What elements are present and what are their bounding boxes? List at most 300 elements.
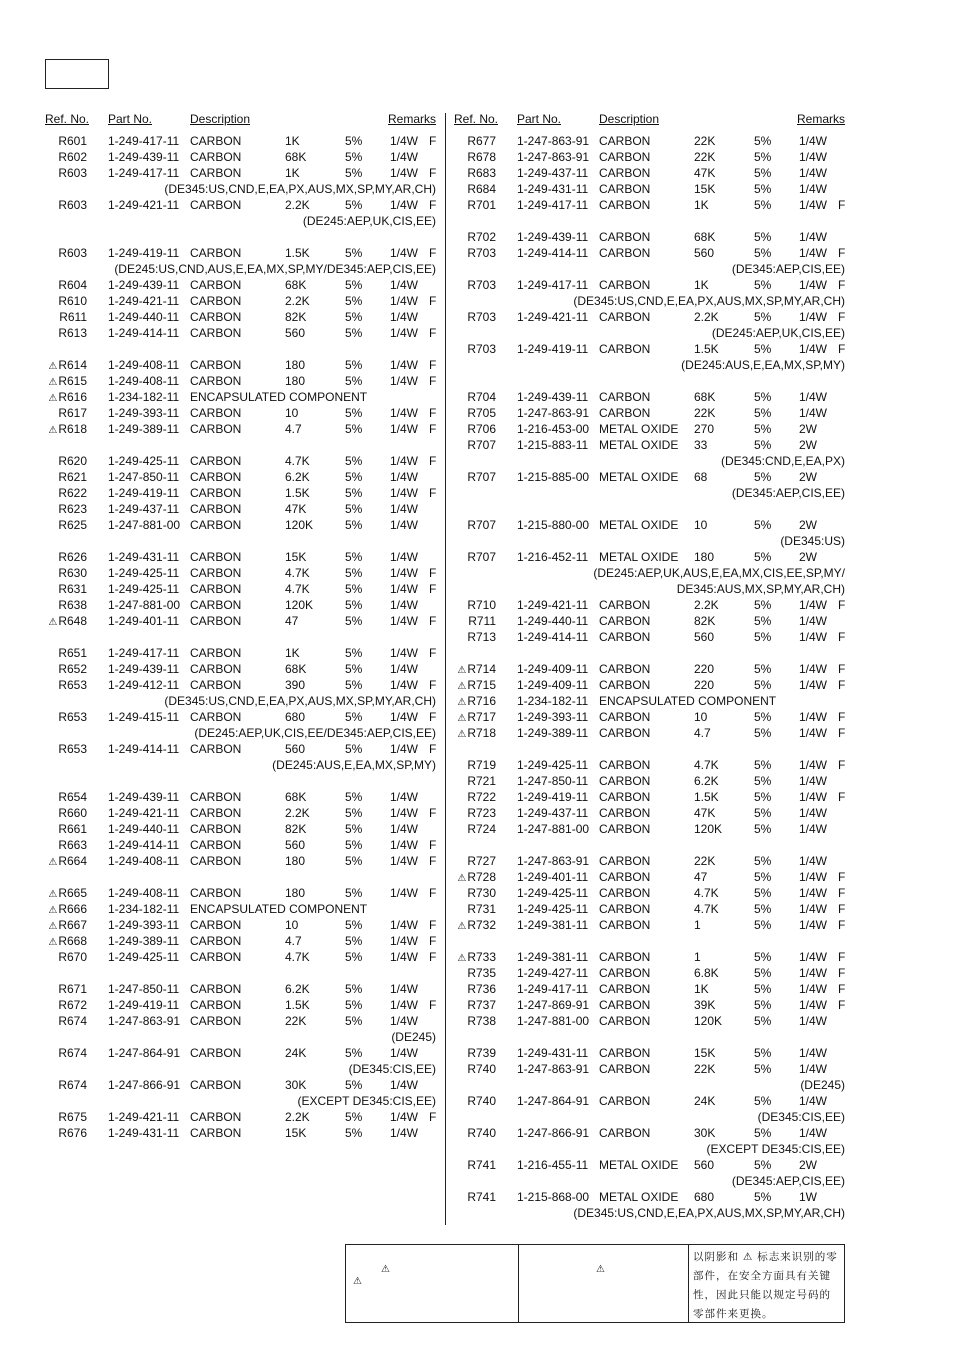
description: CARBON	[190, 838, 242, 852]
part-no: 1-249-439-11	[108, 278, 180, 292]
tolerance: 5%	[345, 310, 363, 324]
part-row	[454, 917, 846, 933]
part-no: 1-247-881-00	[108, 518, 181, 532]
part-row	[45, 277, 437, 293]
description: CARBON	[599, 182, 651, 196]
value: 560	[285, 742, 306, 756]
ref-no: R740	[467, 1062, 496, 1076]
warning-triangle-icon: ⚠	[457, 953, 467, 964]
value: 68K	[694, 390, 716, 404]
ref-no: R741	[467, 1158, 496, 1172]
ref-no: R626	[58, 550, 87, 564]
header-ref-no: Ref. No.	[45, 112, 90, 126]
part-no: 1-249-425-11	[108, 566, 180, 580]
wattage: 1/4W	[390, 1126, 419, 1140]
part-no: 1-249-425-11	[108, 950, 180, 964]
ref-no: R721	[467, 774, 496, 788]
tolerance: 5%	[754, 1158, 772, 1172]
description: CARBON	[190, 246, 242, 260]
part-row	[454, 197, 846, 213]
ref-no: R674	[58, 1046, 87, 1060]
ref-no: R707	[467, 438, 496, 452]
part-no: 1-249-393-11	[108, 406, 180, 420]
description: CARBON	[599, 886, 651, 900]
warning-triangle-icon: ⚠	[48, 921, 58, 932]
fuse-flag: F	[429, 614, 437, 628]
description: CARBON	[599, 166, 651, 180]
description: CARBON	[190, 166, 242, 180]
wattage: 1/4W	[799, 342, 828, 356]
part-row	[45, 821, 437, 837]
wattage: 1/4W	[390, 310, 419, 324]
ref-no: R678	[467, 150, 496, 164]
ref-no: R653	[58, 742, 87, 756]
description: CARBON	[599, 1062, 651, 1076]
tolerance: 5%	[345, 598, 363, 612]
description: METAL OXIDE	[599, 422, 679, 436]
tolerance: 5%	[754, 134, 772, 148]
tolerance: 5%	[345, 1046, 363, 1060]
part-row	[45, 357, 437, 373]
row-spacer	[454, 501, 846, 517]
wattage: 2W	[799, 438, 817, 452]
wattage: 1/4W	[390, 294, 419, 308]
wattage: 1/4W	[799, 678, 828, 692]
part-row	[45, 917, 437, 933]
part-row	[454, 789, 846, 805]
tolerance: 5%	[754, 1190, 772, 1204]
part-no: 1-247-850-11	[108, 470, 180, 484]
destination-note	[454, 1077, 846, 1093]
part-no: 1-249-419-11	[108, 486, 180, 500]
part-no: 1-249-419-11	[108, 246, 180, 260]
part-row	[45, 1109, 437, 1125]
ref-no: R740	[467, 1094, 496, 1108]
warning-triangle-icon: ⚠	[48, 361, 58, 372]
wattage: 1/4W	[799, 630, 828, 644]
safety-note-chinese: 以阴影和 ⚠ 标志来识别的零部件，在安全方面具有关键性，因此只能以规定号码的零部件来更换。	[693, 1251, 838, 1320]
part-row	[454, 517, 846, 533]
description: CARBON	[190, 198, 242, 212]
ref-no: R738	[467, 1014, 496, 1028]
value: 68K	[285, 150, 307, 164]
part-no: 1-249-431-11	[108, 550, 180, 564]
tolerance: 5%	[345, 806, 363, 820]
wattage: 1/4W	[799, 790, 828, 804]
warning-triangle-icon: ⚠	[457, 697, 467, 708]
part-no: 1-249-414-11	[108, 838, 180, 852]
row-spacer	[454, 1029, 846, 1045]
wattage: 1/4W	[390, 678, 419, 692]
destination-note-text: (DE245:AEP,UK,CIS,EE/DE345:AEP,CIS,EE)	[194, 726, 436, 740]
part-no: 1-215-883-11	[517, 438, 589, 452]
wattage: 1/4W	[799, 166, 828, 180]
value: 4.7K	[285, 566, 310, 580]
destination-note	[454, 357, 846, 373]
part-row	[454, 885, 846, 901]
warning-triangle-icon: ⚠	[48, 857, 58, 868]
fuse-flag: F	[429, 454, 437, 468]
description: CARBON	[190, 678, 242, 692]
value: 1.5K	[285, 246, 310, 260]
description: METAL OXIDE	[599, 518, 679, 532]
part-no: 1-247-881-00	[517, 1014, 590, 1028]
part-row	[45, 389, 437, 405]
part-no: 1-247-866-91	[517, 1126, 590, 1140]
part-row	[454, 133, 846, 149]
value: 68K	[694, 230, 716, 244]
page-number-box	[45, 59, 109, 89]
fuse-flag: F	[838, 198, 846, 212]
value: 560	[694, 246, 715, 260]
ref-no: R703	[467, 310, 496, 324]
tolerance: 5%	[345, 1078, 363, 1092]
column-headers	[454, 112, 846, 133]
ref-no-text: R717	[467, 710, 496, 724]
part-no: 1-247-881-00	[108, 598, 181, 612]
ref-no: R601	[58, 134, 87, 148]
wattage: 1/4W	[390, 918, 419, 932]
header-description: Description	[599, 112, 660, 126]
warning-triangle-icon: ⚠	[48, 425, 58, 436]
description: CARBON	[190, 918, 242, 932]
description: CARBON	[190, 998, 242, 1012]
description: CARBON	[190, 582, 242, 596]
ref-no-text: R733	[467, 950, 496, 964]
ref-no: R736	[467, 982, 496, 996]
value: 4.7	[694, 726, 711, 740]
description: CARBON	[190, 950, 242, 964]
part-row	[45, 789, 437, 805]
part-row	[45, 901, 437, 917]
destination-note-text: (DE245:AEP,UK,CIS,EE)	[302, 214, 436, 228]
part-row	[454, 997, 846, 1013]
wattage: 1/4W	[799, 1094, 828, 1108]
part-no: 1-234-182-11	[517, 694, 589, 708]
tolerance: 5%	[345, 470, 363, 484]
value: 180	[285, 886, 306, 900]
part-no: 1-249-381-11	[517, 950, 589, 964]
ref-no: R703	[467, 342, 496, 356]
value: 10	[694, 710, 708, 724]
tolerance: 5%	[754, 198, 772, 212]
description: CARBON	[190, 358, 242, 372]
ref-no: R625	[58, 518, 87, 532]
destination-note-text: (DE345:US)	[780, 534, 845, 548]
value: 4.7K	[285, 582, 310, 596]
value: 47	[285, 614, 299, 628]
value: 2.2K	[285, 806, 310, 820]
part-no: 1-249-401-11	[517, 870, 589, 884]
description: CARBON	[599, 1014, 651, 1028]
description: CARBON	[599, 342, 651, 356]
value: 82K	[285, 310, 307, 324]
destination-note	[454, 261, 846, 277]
parts-list-right	[454, 133, 846, 1221]
part-no: 1-249-425-11	[108, 454, 180, 468]
part-no: 1-249-419-11	[517, 790, 589, 804]
value: 82K	[694, 614, 716, 628]
tolerance: 5%	[345, 246, 363, 260]
ref-no: R730	[467, 886, 496, 900]
tolerance: 5%	[345, 518, 363, 532]
destination-note	[454, 453, 846, 469]
part-row	[45, 469, 437, 485]
warning-triangle-icon: ⚠	[457, 713, 467, 724]
part-no: 1-249-427-11	[517, 966, 589, 980]
tolerance: 5%	[754, 758, 772, 772]
fuse-flag: F	[429, 358, 437, 372]
header-part-no: Part No.	[108, 112, 153, 126]
part-no: 1-249-440-11	[108, 310, 180, 324]
tolerance: 5%	[345, 854, 363, 868]
row-spacer	[45, 869, 437, 885]
tolerance: 5%	[754, 870, 772, 884]
part-no: 1-249-419-11	[517, 342, 589, 356]
wattage: 1/4W	[799, 278, 828, 292]
fuse-flag: F	[429, 806, 437, 820]
value: 24K	[694, 1094, 716, 1108]
wattage: 1/4W	[799, 134, 828, 148]
tolerance: 5%	[345, 1014, 363, 1028]
row-spacer	[454, 741, 846, 757]
part-row	[45, 709, 437, 725]
fuse-flag: F	[838, 790, 846, 804]
part-row	[454, 709, 846, 725]
ref-no: R703	[467, 278, 496, 292]
tolerance: 5%	[754, 390, 772, 404]
wattage: 1/4W	[799, 198, 828, 212]
row-spacer	[454, 373, 846, 389]
destination-note-text: DE345:AUS,MX,SP,MY,AR,CH)	[676, 582, 845, 596]
tolerance: 5%	[754, 1094, 772, 1108]
part-no: 1-249-419-11	[108, 998, 180, 1012]
value: 15K	[285, 1126, 307, 1140]
part-row	[45, 565, 437, 581]
fuse-flag: F	[429, 294, 437, 308]
wattage: 1/4W	[799, 902, 828, 916]
ref-no: R739	[467, 1046, 496, 1060]
wattage: 1/4W	[799, 886, 828, 900]
value: 120K	[285, 598, 314, 612]
part-no: 1-249-414-11	[517, 630, 589, 644]
part-row	[45, 197, 437, 213]
part-row	[45, 133, 437, 149]
part-row	[45, 373, 437, 389]
tolerance: 5%	[345, 1126, 363, 1140]
tolerance: 5%	[345, 374, 363, 388]
wattage: 1/4W	[390, 806, 419, 820]
header-remarks: Remarks	[796, 112, 845, 126]
value: 560	[694, 1158, 715, 1172]
part-row	[454, 421, 846, 437]
description: CARBON	[599, 1126, 651, 1140]
wattage: 2W	[799, 470, 817, 484]
row-spacer	[45, 229, 437, 245]
header-description: Description	[190, 112, 251, 126]
ref-no: R741	[467, 1190, 496, 1204]
value: 1K	[694, 982, 709, 996]
tolerance: 5%	[754, 406, 772, 420]
value: 6.8K	[694, 966, 719, 980]
row-spacer	[45, 773, 437, 789]
wattage: 1/4W	[390, 598, 419, 612]
part-no: 1-249-437-11	[517, 166, 589, 180]
description: CARBON	[190, 470, 242, 484]
description: CARBON	[599, 1046, 651, 1060]
tolerance: 5%	[754, 902, 772, 916]
wattage: 1/4W	[799, 310, 828, 324]
destination-note	[454, 1109, 846, 1125]
wattage: 1/4W	[390, 486, 419, 500]
destination-note	[45, 1093, 437, 1109]
description: CARBON	[190, 502, 242, 516]
ref-no: R623	[58, 502, 87, 516]
tolerance: 5%	[345, 198, 363, 212]
part-row	[45, 501, 437, 517]
part-row	[454, 437, 846, 453]
fuse-flag: F	[838, 918, 846, 932]
wattage: 1/4W	[799, 758, 828, 772]
wattage: 1/4W	[799, 854, 828, 868]
fuse-flag: F	[838, 342, 846, 356]
part-row	[454, 597, 846, 613]
tolerance: 5%	[345, 454, 363, 468]
part-no: 1-215-880-00	[517, 518, 590, 532]
tolerance: 5%	[754, 246, 772, 260]
description: CARBON	[190, 742, 242, 756]
part-no: 1-249-409-11	[517, 662, 589, 676]
part-row	[454, 693, 846, 709]
destination-note-text: (DE345:US,CND,E,EA,PX,AUS,MX,SP,MY,AR,CH)	[164, 182, 436, 196]
part-row	[454, 949, 846, 965]
value: 120K	[285, 518, 314, 532]
description: CARBON	[599, 902, 651, 916]
part-no: 1-215-868-00	[517, 1190, 590, 1204]
warning-triangle-icon: ⚠	[48, 617, 58, 628]
description: CARBON	[190, 1014, 242, 1028]
part-no: 1-249-408-11	[108, 358, 180, 372]
destination-note	[454, 533, 846, 549]
fuse-flag: F	[838, 630, 846, 644]
tolerance: 5%	[754, 342, 772, 356]
part-no: 1-249-439-11	[108, 150, 180, 164]
ref-no-text: R714	[467, 662, 496, 676]
part-no: 1-249-408-11	[108, 374, 180, 388]
part-row	[45, 949, 437, 965]
wattage: 1/4W	[390, 790, 419, 804]
part-no: 1-249-425-11	[108, 582, 180, 596]
wattage: 1/4W	[390, 518, 419, 532]
value: 180	[285, 854, 306, 868]
value: 68K	[285, 662, 307, 676]
fuse-flag: F	[429, 998, 437, 1012]
description: CARBON	[599, 134, 651, 148]
fuse-flag: F	[838, 902, 846, 916]
fuse-flag: F	[429, 950, 437, 964]
wattage: 1/4W	[390, 1110, 419, 1124]
ref-no: R731	[467, 902, 496, 916]
part-row	[454, 1045, 846, 1061]
description: CARBON	[190, 310, 242, 324]
part-no: 1-249-417-11	[517, 198, 589, 212]
wattage: 1/4W	[799, 1046, 828, 1060]
value: 1K	[285, 646, 300, 660]
ref-no-text: R666	[58, 902, 87, 916]
description: CARBON	[599, 1094, 651, 1108]
description: CARBON	[190, 374, 242, 388]
part-no: 1-247-863-91	[517, 134, 590, 148]
part-no: 1-234-182-11	[108, 390, 180, 404]
tolerance: 5%	[754, 886, 772, 900]
description: METAL OXIDE	[599, 550, 679, 564]
ref-no: R620	[58, 454, 87, 468]
tolerance: 5%	[754, 1014, 772, 1028]
part-row	[45, 885, 437, 901]
part-no: 1-249-417-11	[108, 646, 180, 660]
ref-no: R660	[58, 806, 87, 820]
wattage: 1/4W	[390, 246, 419, 260]
description: CARBON	[599, 918, 651, 932]
value: 10	[285, 406, 299, 420]
part-no: 1-215-885-00	[517, 470, 590, 484]
warning-triangle-icon: ⚠	[48, 905, 58, 916]
value: 4.7	[285, 422, 302, 436]
value: 220	[694, 662, 715, 676]
warning-triangle-icon: ⚠	[457, 873, 467, 884]
value: 24K	[285, 1046, 307, 1060]
description: CARBON	[190, 454, 242, 468]
ref-no-text: R716	[467, 694, 496, 708]
ref-no: R652	[58, 662, 87, 676]
wattage: 1/4W	[799, 662, 828, 676]
wattage: 1/4W	[390, 326, 419, 340]
description: CARBON	[190, 934, 242, 948]
part-no: 1-247-850-11	[108, 982, 180, 996]
wattage: 1/4W	[390, 742, 419, 756]
parts-list-left	[45, 133, 437, 1141]
ref-no-text: R665	[58, 886, 87, 900]
value: 1.5K	[285, 998, 310, 1012]
tolerance: 5%	[754, 966, 772, 980]
value: 4.7K	[285, 454, 310, 468]
value: 560	[285, 838, 306, 852]
part-row	[454, 773, 846, 789]
destination-note	[454, 1173, 846, 1189]
value: 560	[285, 326, 306, 340]
destination-note	[45, 1029, 437, 1045]
value: 82K	[285, 822, 307, 836]
row-spacer	[45, 629, 437, 645]
destination-note	[454, 581, 846, 597]
part-no: 1-249-417-11	[108, 166, 180, 180]
ref-no: R707	[467, 518, 496, 532]
description: CARBON	[599, 790, 651, 804]
safety-note-cell-1	[346, 1245, 519, 1322]
ref-no: R675	[58, 1110, 87, 1124]
ref-no: R674	[58, 1014, 87, 1028]
part-row	[45, 293, 437, 309]
ref-no-text: R664	[58, 854, 87, 868]
wattage: 1/4W	[390, 982, 419, 996]
ref-no: R737	[467, 998, 496, 1012]
ref-no: R622	[58, 486, 87, 500]
ref-no: R611	[59, 310, 87, 324]
destination-note-text: (DE345:AEP,CIS,EE)	[731, 262, 845, 276]
value: 180	[285, 358, 306, 372]
destination-note	[454, 1141, 846, 1157]
row-spacer	[454, 213, 846, 229]
